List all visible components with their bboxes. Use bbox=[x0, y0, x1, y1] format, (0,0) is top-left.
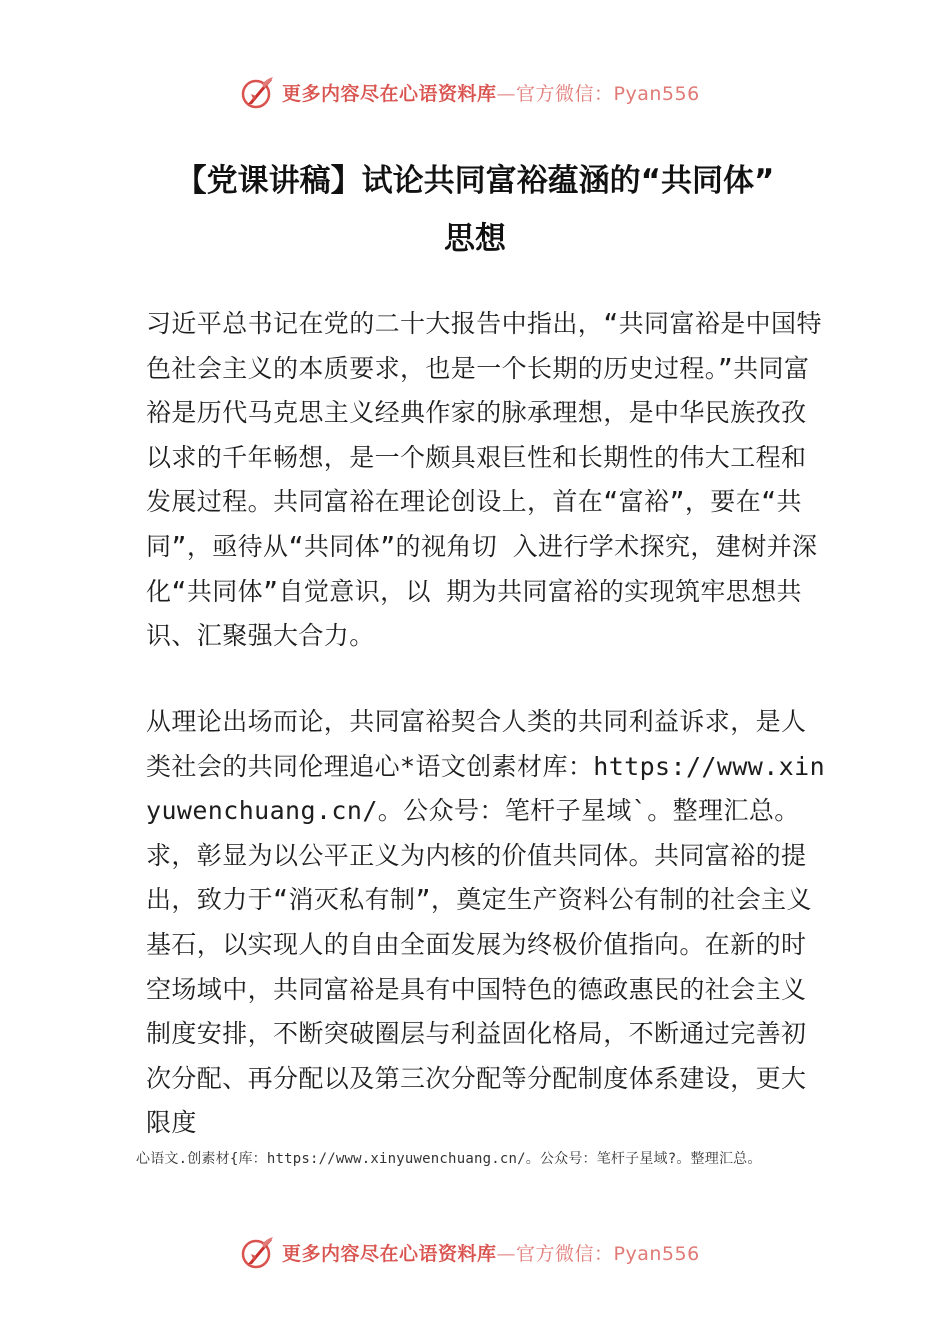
banner-separator: — bbox=[496, 82, 517, 105]
banner-separator: — bbox=[496, 1242, 517, 1265]
title-line-2: 思想 bbox=[444, 221, 506, 257]
header-banner bbox=[240, 72, 760, 112]
footer-banner bbox=[240, 1232, 760, 1272]
quill-pen-logo-icon bbox=[240, 1234, 276, 1270]
banner-site-text: 更多内容尽在心语资料库 bbox=[282, 1242, 497, 1265]
banner-text bbox=[282, 79, 700, 106]
source-footnote: 心语文.创素材{库：https://www.xinyuwenchuang.cn/。公众号：笔杆子星域?。整理汇总。 bbox=[136, 1151, 762, 1167]
banner-wechat-label: 官方微信： bbox=[516, 1242, 614, 1265]
title-line-1: 【党课讲稿】试论共同富裕蕴涵的“共同体” bbox=[175, 163, 775, 199]
banner-site-text: 更多内容尽在心语资料库 bbox=[282, 82, 497, 105]
quill-pen-logo-icon bbox=[240, 74, 276, 110]
banner-text bbox=[282, 1239, 700, 1266]
banner-wechat-id: Pyan556 bbox=[613, 1242, 700, 1265]
banner-wechat-label: 官方微信： bbox=[516, 82, 614, 105]
body-paragraph-1: 习近平总书记在党的二十大报告中指出，“共同富裕是中国特色社会主义的本质要求，也是一个长期的历史过程。”共同富裕是历代马克思主义经典作家的脉承理想，是中华民族孜孜以求的千年畅想，是一个颇具艰巨性和长期性的伟大工程和发展过程。共同富裕在理论创设上，首在“富裕”，要在“共同”，亟待从“共同体”的视角切 入进行学术探究，建树并深化“共同体”自觉意识，以 期为共同富裕的实现筑牢思想共识、汇聚强大合力。 bbox=[146, 309, 822, 651]
document-title bbox=[120, 152, 830, 268]
body-paragraph-2: 从理论出场而论，共同富裕契合人类的共同利益诉求，是人类社会的共同伦理追心*语文创素材库：https://www.xinyuwenchuang.cn/。公众号：笔杆子星域`。整理汇总。求，彰显为以公平正义为内核的价值共同体。共同富裕的提出，致力于“消灭私有制”，奠定生产资料公有制的社会主义基石，以实现人的自由全面发展为终极价值指向。在新的时空场域中，共同富裕是具有中国特色的德政惠民的社会主义制度安排，不断突破圈层与利益固化格局，不断通过完善初次分配、再分配以及第三次分配等分配制度体系建设，更大限度 bbox=[146, 707, 826, 1138]
banner-wechat-id: Pyan556 bbox=[613, 82, 700, 105]
